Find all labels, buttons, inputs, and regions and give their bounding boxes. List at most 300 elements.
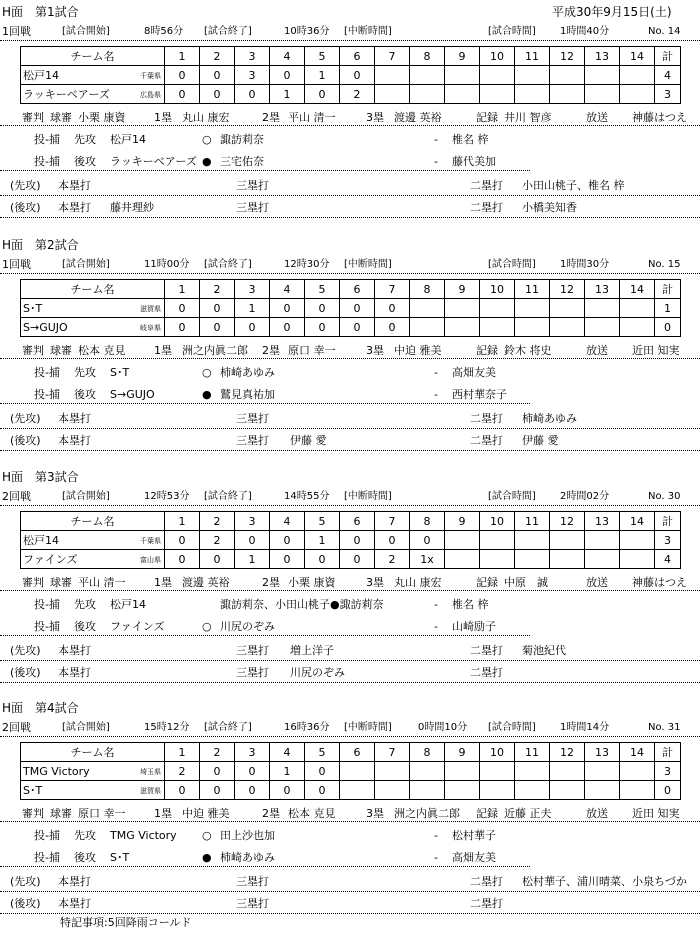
inning-score: 1 bbox=[305, 531, 340, 550]
pitcher-catcher-label: 投-捕 bbox=[34, 155, 60, 168]
inning-score: 1 bbox=[235, 550, 270, 569]
battery-first-label bbox=[34, 367, 694, 381]
hits-first-row bbox=[2, 180, 700, 194]
inning-score bbox=[410, 85, 445, 104]
umpire-row bbox=[22, 345, 700, 359]
battery-team: S･T bbox=[110, 851, 130, 864]
inning-header: 10 bbox=[480, 743, 515, 762]
round-label: 1回戦 bbox=[2, 25, 31, 38]
inning-header: 9 bbox=[445, 512, 480, 531]
inning-score: 0 bbox=[270, 66, 305, 85]
inning-header: 6 bbox=[340, 47, 375, 66]
inning-header: 1 bbox=[165, 743, 200, 762]
inning-score bbox=[515, 781, 550, 800]
total-score: 3 bbox=[655, 531, 681, 550]
inning-score: 0 bbox=[235, 318, 270, 337]
inning-header: 13 bbox=[585, 512, 620, 531]
battery-first-label bbox=[34, 830, 694, 844]
team-column-header: チーム名 bbox=[21, 47, 165, 66]
inning-header: 5 bbox=[305, 280, 340, 299]
battery-rule bbox=[0, 403, 530, 404]
inning-score bbox=[375, 781, 410, 800]
game-block bbox=[0, 698, 700, 930]
triple-label: 三塁打 bbox=[236, 179, 269, 192]
pitcher-catcher-label: 投-捕 bbox=[34, 620, 60, 633]
umpire-role: 2塁 bbox=[262, 111, 280, 124]
umpire-name: 平山 清一 bbox=[288, 111, 336, 124]
score-header-row bbox=[21, 512, 681, 531]
battery-dash: - bbox=[434, 851, 438, 864]
inning-header: 3 bbox=[235, 47, 270, 66]
inning-score: 1x bbox=[410, 550, 445, 569]
battery-team: ファインズ bbox=[110, 620, 165, 633]
umpire-name: 平山 清一 bbox=[78, 576, 126, 589]
end-label: [試合終了] bbox=[204, 491, 252, 502]
triple-label: 三塁打 bbox=[236, 897, 269, 910]
hits-first-rule bbox=[0, 891, 700, 892]
catcher-name: 椎名 梓 bbox=[452, 133, 489, 146]
pitcher-name: 田上沙也加 bbox=[220, 829, 275, 842]
inning-score bbox=[585, 66, 620, 85]
inning-score bbox=[410, 762, 445, 781]
inning-header: 4 bbox=[270, 280, 305, 299]
hits-second-row bbox=[2, 898, 700, 912]
start-time: 11時00分 bbox=[144, 259, 190, 270]
umpire-rule bbox=[0, 590, 700, 591]
battery-second-label bbox=[34, 621, 694, 635]
battery-dash: - bbox=[434, 829, 438, 842]
umpire-heading: 審判 bbox=[22, 807, 44, 820]
score-row-first bbox=[21, 299, 681, 318]
double-label: 二塁打 bbox=[470, 201, 503, 214]
duration-label: [試合時間] bbox=[488, 259, 536, 270]
inning-score: 0 bbox=[165, 299, 200, 318]
total-column-header: 計 bbox=[655, 743, 681, 762]
umpire-name: 丸山 康宏 bbox=[394, 576, 442, 589]
inning-score bbox=[340, 781, 375, 800]
batting-order-label: 後攻 bbox=[74, 155, 96, 168]
inning-header: 11 bbox=[515, 47, 550, 66]
inning-score bbox=[445, 85, 480, 104]
game-number: No. 31 bbox=[648, 722, 681, 733]
pitcher-name: 鷲見真祐加 bbox=[220, 388, 275, 401]
pitcher-catcher-label: 投-捕 bbox=[34, 598, 60, 611]
inning-header: 14 bbox=[620, 743, 655, 762]
umpire-rule bbox=[0, 125, 700, 126]
game-title: H面 第1試合 bbox=[2, 5, 79, 19]
duration-label: [試合時間] bbox=[488, 722, 536, 733]
inning-score: 0 bbox=[340, 299, 375, 318]
duration-label: [試合時間] bbox=[488, 26, 536, 37]
inning-score bbox=[585, 299, 620, 318]
total-score: 1 bbox=[655, 299, 681, 318]
inning-score bbox=[620, 66, 655, 85]
start-time: 12時53分 bbox=[144, 491, 190, 502]
inning-score: 0 bbox=[270, 299, 305, 318]
battery-second-label bbox=[34, 852, 694, 866]
umpire-role: 1塁 bbox=[154, 111, 172, 124]
start-label: [試合開始] bbox=[62, 26, 110, 37]
inning-score: 0 bbox=[305, 318, 340, 337]
inning-score: 1 bbox=[270, 762, 305, 781]
inning-header: 5 bbox=[305, 743, 340, 762]
score-row-second bbox=[21, 318, 681, 337]
umpire-rule bbox=[0, 821, 700, 822]
team-prefecture: 広島県 bbox=[140, 91, 161, 99]
battery-rule bbox=[0, 635, 530, 636]
batting-order-label: 後攻 bbox=[74, 620, 96, 633]
header-rule bbox=[0, 40, 700, 41]
score-header-row bbox=[21, 280, 681, 299]
inning-header: 9 bbox=[445, 280, 480, 299]
double-players: 松村華子、浦川晴菜、小泉ちづか bbox=[522, 875, 687, 888]
inning-header: 11 bbox=[515, 280, 550, 299]
double-label: 二塁打 bbox=[470, 875, 503, 888]
game-title: H面 第4試合 bbox=[2, 701, 79, 715]
inning-score: 0 bbox=[305, 781, 340, 800]
inning-header: 8 bbox=[410, 47, 445, 66]
umpire-role: 球審 bbox=[50, 111, 72, 124]
inning-header: 14 bbox=[620, 280, 655, 299]
win-loss-mark: ● bbox=[202, 388, 212, 401]
score-row-first bbox=[21, 66, 681, 85]
triple-players: 増上洋子 bbox=[290, 644, 334, 657]
double-label: 二塁打 bbox=[470, 644, 503, 657]
win-loss-mark: ○ bbox=[202, 133, 212, 146]
inning-score: 0 bbox=[165, 550, 200, 569]
inning-score bbox=[445, 550, 480, 569]
start-label: [試合開始] bbox=[62, 491, 110, 502]
double-players: 小田山桃子、椎名 梓 bbox=[522, 179, 625, 192]
umpire-name: 渡邊 英裕 bbox=[182, 576, 230, 589]
team-name-cell bbox=[21, 762, 165, 781]
inning-score bbox=[410, 299, 445, 318]
hits-side-label: (先攻) bbox=[10, 179, 41, 192]
total-score: 3 bbox=[655, 85, 681, 104]
inning-score bbox=[480, 85, 515, 104]
inning-header: 3 bbox=[235, 280, 270, 299]
inning-score: 0 bbox=[305, 762, 340, 781]
inning-header: 1 bbox=[165, 47, 200, 66]
end-label: [試合終了] bbox=[204, 26, 252, 37]
win-loss-mark: ● bbox=[202, 851, 212, 864]
win-loss-mark: ○ bbox=[202, 366, 212, 379]
umpire-role: 放送 bbox=[586, 807, 608, 820]
inning-score: 0 bbox=[165, 781, 200, 800]
inning-score bbox=[410, 318, 445, 337]
duration-label: [試合時間] bbox=[488, 491, 536, 502]
pitcher-catcher-label: 投-捕 bbox=[34, 388, 60, 401]
umpire-role: 球審 bbox=[50, 576, 72, 589]
battery-team: 松戸14 bbox=[110, 133, 146, 146]
header-rule bbox=[0, 505, 700, 506]
inning-score: 0 bbox=[200, 318, 235, 337]
inning-score: 2 bbox=[340, 85, 375, 104]
inning-score bbox=[550, 781, 585, 800]
start-label: [試合開始] bbox=[62, 722, 110, 733]
inning-score bbox=[585, 550, 620, 569]
umpire-role: 1塁 bbox=[154, 344, 172, 357]
umpire-row bbox=[22, 808, 700, 822]
inning-header: 6 bbox=[340, 512, 375, 531]
umpire-name: 原口 幸一 bbox=[288, 344, 336, 357]
end-time: 10時36分 bbox=[284, 26, 330, 37]
inning-header: 7 bbox=[375, 743, 410, 762]
end-time: 12時30分 bbox=[284, 259, 330, 270]
suspended-label: [中断時間] bbox=[344, 259, 392, 270]
battery-team: S･T bbox=[110, 366, 130, 379]
score-table bbox=[20, 279, 681, 337]
pitcher-name: 柿崎あゆみ bbox=[220, 366, 275, 379]
inning-header: 14 bbox=[620, 512, 655, 531]
pitcher-name: 柿崎あゆみ bbox=[220, 851, 275, 864]
hits-second-row bbox=[2, 667, 700, 681]
inning-score bbox=[480, 299, 515, 318]
inning-score: 1 bbox=[270, 85, 305, 104]
inning-header: 2 bbox=[200, 512, 235, 531]
suspended-label: [中断時間] bbox=[344, 491, 392, 502]
score-row-second bbox=[21, 550, 681, 569]
score-row-first bbox=[21, 531, 681, 550]
inning-score: 0 bbox=[200, 299, 235, 318]
triple-players: 川尻のぞみ bbox=[290, 666, 345, 679]
team-name: ファインズ bbox=[23, 553, 78, 566]
umpire-name: 神藤はつえ bbox=[632, 111, 687, 124]
inning-score: 0 bbox=[270, 781, 305, 800]
team-prefecture: 滋賀県 bbox=[140, 305, 161, 313]
umpire-name: 原口 幸一 bbox=[78, 807, 126, 820]
start-label: [試合開始] bbox=[62, 259, 110, 270]
score-table bbox=[20, 742, 681, 800]
double-label: 二塁打 bbox=[470, 434, 503, 447]
hits-side-label: (後攻) bbox=[10, 666, 41, 679]
inning-score bbox=[550, 531, 585, 550]
triple-players: 伊藤 愛 bbox=[290, 434, 327, 447]
batting-order-label: 後攻 bbox=[74, 388, 96, 401]
umpire-row bbox=[22, 112, 700, 126]
umpire-name: 鈴木 将史 bbox=[504, 344, 552, 357]
battery-team: TMG Victory bbox=[110, 829, 177, 842]
inning-header: 12 bbox=[550, 743, 585, 762]
umpire-role: 1塁 bbox=[154, 807, 172, 820]
inning-header: 12 bbox=[550, 280, 585, 299]
team-name-cell bbox=[21, 531, 165, 550]
double-label: 二塁打 bbox=[470, 179, 503, 192]
umpire-heading: 審判 bbox=[22, 344, 44, 357]
hits-second-rule bbox=[0, 682, 700, 683]
inning-score bbox=[375, 762, 410, 781]
team-prefecture: 滋賀県 bbox=[140, 787, 161, 795]
game-block bbox=[0, 235, 700, 467]
battery-second-label bbox=[34, 156, 694, 170]
inning-score bbox=[515, 318, 550, 337]
catcher-name: 西村華奈子 bbox=[452, 388, 507, 401]
team-name: ラッキーベアーズ bbox=[23, 88, 110, 101]
umpire-role: 放送 bbox=[586, 344, 608, 357]
inning-score: 0 bbox=[305, 299, 340, 318]
total-column-header: 計 bbox=[655, 47, 681, 66]
inning-header: 7 bbox=[375, 280, 410, 299]
score-table bbox=[20, 511, 681, 569]
umpire-name: 洲之内眞二郎 bbox=[394, 807, 460, 820]
hits-second-rule bbox=[0, 217, 700, 218]
inning-header: 10 bbox=[480, 280, 515, 299]
triple-label: 三塁打 bbox=[236, 412, 269, 425]
inning-score: 0 bbox=[165, 85, 200, 104]
page-date: 平成30年9月15日(土) bbox=[552, 5, 672, 19]
inning-score bbox=[515, 299, 550, 318]
umpire-role: 2塁 bbox=[262, 344, 280, 357]
end-time: 14時55分 bbox=[284, 491, 330, 502]
battery-rule bbox=[0, 866, 530, 867]
umpire-role: 球審 bbox=[50, 807, 72, 820]
win-loss-mark: ○ bbox=[202, 620, 212, 633]
inning-header: 8 bbox=[410, 512, 445, 531]
batting-order-label: 先攻 bbox=[74, 829, 96, 842]
special-note: 特記事項:5回降雨コールド bbox=[60, 916, 192, 929]
inning-score: 0 bbox=[235, 781, 270, 800]
score-header-row bbox=[21, 743, 681, 762]
game-title: H面 第3試合 bbox=[2, 470, 79, 484]
inning-score bbox=[445, 66, 480, 85]
triple-label: 三塁打 bbox=[236, 875, 269, 888]
inning-score bbox=[620, 762, 655, 781]
inning-score bbox=[620, 531, 655, 550]
battery-first-label bbox=[34, 599, 694, 613]
inning-score: 0 bbox=[375, 531, 410, 550]
inning-header: 1 bbox=[165, 280, 200, 299]
umpire-name: 小栗 康資 bbox=[78, 111, 126, 124]
inning-score bbox=[445, 318, 480, 337]
start-time: 15時12分 bbox=[144, 722, 190, 733]
suspended-label: [中断時間] bbox=[344, 26, 392, 37]
inning-score: 0 bbox=[200, 85, 235, 104]
double-label: 二塁打 bbox=[470, 897, 503, 910]
inning-score bbox=[550, 85, 585, 104]
inning-score: 0 bbox=[305, 550, 340, 569]
catcher-name: 松村華子 bbox=[452, 829, 496, 842]
home-run-players: 藤井理紗 bbox=[110, 201, 154, 214]
inning-header: 2 bbox=[200, 743, 235, 762]
game-block bbox=[0, 2, 700, 234]
umpire-role: 2塁 bbox=[262, 807, 280, 820]
inning-score: 0 bbox=[340, 550, 375, 569]
hits-side-label: (後攻) bbox=[10, 897, 41, 910]
umpire-name: 松本 克見 bbox=[78, 344, 126, 357]
inning-header: 4 bbox=[270, 743, 305, 762]
inning-header: 3 bbox=[235, 512, 270, 531]
battery-second-label bbox=[34, 389, 694, 403]
hits-side-label: (後攻) bbox=[10, 201, 41, 214]
battery-dash: - bbox=[434, 133, 438, 146]
score-row-second bbox=[21, 781, 681, 800]
home-run-label: 本塁打 bbox=[58, 412, 91, 425]
inning-score bbox=[620, 85, 655, 104]
inning-score bbox=[445, 299, 480, 318]
pitcher-name: 諏訪莉奈 bbox=[220, 133, 264, 146]
umpire-name: 神藤はつえ bbox=[632, 576, 687, 589]
home-run-label: 本塁打 bbox=[58, 875, 91, 888]
team-column-header: チーム名 bbox=[21, 512, 165, 531]
hits-first-rule bbox=[0, 428, 700, 429]
inning-score bbox=[445, 531, 480, 550]
double-label: 二塁打 bbox=[470, 412, 503, 425]
score-header-row bbox=[21, 47, 681, 66]
inning-header: 9 bbox=[445, 47, 480, 66]
win-loss-mark: ● bbox=[202, 155, 212, 168]
umpire-heading: 審判 bbox=[22, 576, 44, 589]
inning-score bbox=[410, 66, 445, 85]
home-run-label: 本塁打 bbox=[58, 666, 91, 679]
team-name-cell bbox=[21, 299, 165, 318]
inning-score: 0 bbox=[305, 85, 340, 104]
pitcher-catcher-label: 投-捕 bbox=[34, 366, 60, 379]
inning-score: 0 bbox=[375, 318, 410, 337]
umpire-name: 小栗 康資 bbox=[288, 576, 336, 589]
inning-score bbox=[480, 66, 515, 85]
team-name-cell bbox=[21, 318, 165, 337]
game-number: No. 14 bbox=[648, 26, 681, 37]
umpire-role: 放送 bbox=[586, 576, 608, 589]
inning-header: 13 bbox=[585, 743, 620, 762]
battery-first-label bbox=[34, 134, 694, 148]
score-table bbox=[20, 46, 681, 104]
umpire-role: 3塁 bbox=[366, 576, 384, 589]
inning-score: 3 bbox=[235, 66, 270, 85]
umpire-role: 記録 bbox=[476, 111, 498, 124]
inning-header: 5 bbox=[305, 512, 340, 531]
team-name: S･T bbox=[23, 784, 43, 797]
inning-score: 0 bbox=[410, 531, 445, 550]
inning-score bbox=[585, 762, 620, 781]
score-row-second bbox=[21, 85, 681, 104]
umpire-role: 球審 bbox=[50, 344, 72, 357]
battery-dash: - bbox=[434, 155, 438, 168]
game-title: H面 第2試合 bbox=[2, 238, 79, 252]
game-number: No. 15 bbox=[648, 259, 681, 270]
team-column-header: チーム名 bbox=[21, 743, 165, 762]
inning-header: 11 bbox=[515, 743, 550, 762]
umpire-name: 近藤 正夫 bbox=[504, 807, 552, 820]
inning-score bbox=[585, 781, 620, 800]
end-time: 16時36分 bbox=[284, 722, 330, 733]
inning-header: 13 bbox=[585, 280, 620, 299]
inning-score bbox=[620, 299, 655, 318]
catcher-name: 椎名 梓 bbox=[452, 598, 489, 611]
team-prefecture: 千葉県 bbox=[140, 537, 161, 545]
umpire-role: 1塁 bbox=[154, 576, 172, 589]
inning-score bbox=[620, 318, 655, 337]
inning-score: 2 bbox=[375, 550, 410, 569]
triple-label: 三塁打 bbox=[236, 201, 269, 214]
inning-header: 12 bbox=[550, 512, 585, 531]
team-name: S･T bbox=[23, 302, 43, 315]
inning-header: 8 bbox=[410, 280, 445, 299]
inning-score: 0 bbox=[375, 299, 410, 318]
umpire-name: 丸山 康宏 bbox=[182, 111, 230, 124]
total-column-header: 計 bbox=[655, 280, 681, 299]
end-label: [試合終了] bbox=[204, 722, 252, 733]
duration-time: 1時間40分 bbox=[560, 26, 610, 37]
hits-side-label: (先攻) bbox=[10, 412, 41, 425]
team-name: 松戸14 bbox=[23, 534, 59, 547]
battery-dash: - bbox=[434, 366, 438, 379]
inning-score bbox=[375, 66, 410, 85]
inning-score bbox=[550, 66, 585, 85]
home-run-label: 本塁打 bbox=[58, 434, 91, 447]
umpire-role: 3塁 bbox=[366, 111, 384, 124]
inning-score bbox=[480, 781, 515, 800]
